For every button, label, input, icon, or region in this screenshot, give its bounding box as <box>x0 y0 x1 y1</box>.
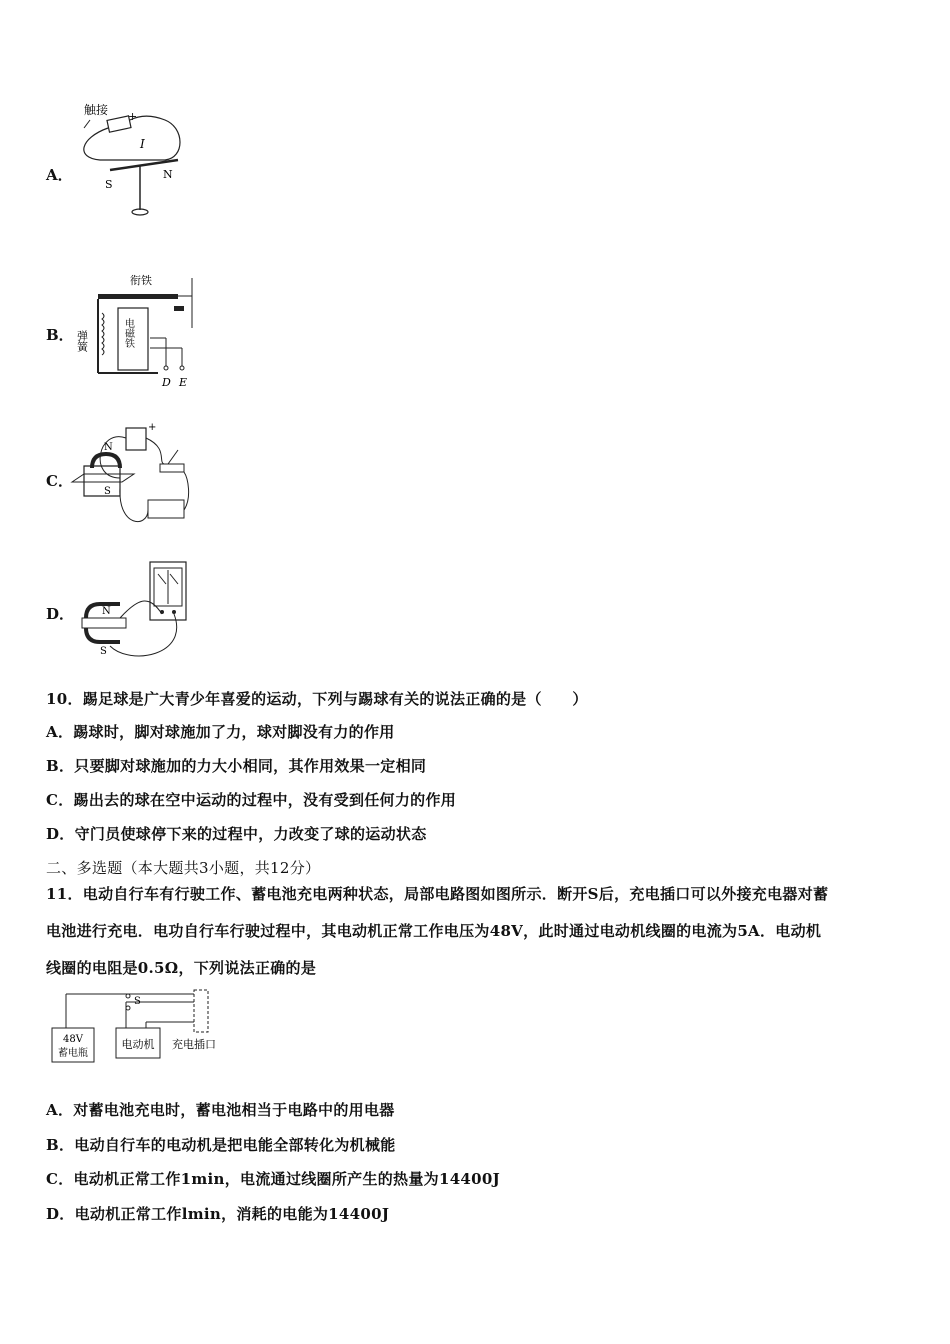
q11-stem-line-3: 线圈的电阻是0.5Ω，下列说法正确的是 <box>46 959 317 977</box>
fig-a-n-text: N <box>163 168 173 181</box>
circuit-motor-text: 电动机 <box>121 1038 155 1051</box>
fig-b-d-text: D <box>162 376 171 389</box>
fig-a-contact-text: 触接 <box>84 103 109 117</box>
q11-stem-line-1: 11．电动自行车有行驶工作、蓄电池充电两种状态，局部电路图如图所示．断开S后，充电插口可以外接充电器对蓄 <box>46 885 829 903</box>
q10-option-d: D．守门员使球停下来的过程中，力改变了球的运动状态 <box>46 825 427 843</box>
figure-a-oersted <box>70 98 200 223</box>
fig-a-s-text: S <box>105 178 113 191</box>
fig-b-electromagnet-text: 电磁铁 <box>122 318 134 348</box>
fig-d-s-text: S <box>100 646 107 657</box>
option-a-label: A． <box>46 166 73 184</box>
option-b-label: B． <box>46 326 74 344</box>
circuit-battery-name-text: 蓄电瓶 <box>58 1048 88 1059</box>
fig-d-n-text: N <box>102 606 111 617</box>
figure-b-electromagnetic-relay <box>75 268 198 393</box>
q10-stem: 10．踢足球是广大青少年喜爱的运动，下列与踢球有关的说法正确的是（ ） <box>46 690 588 708</box>
option-d-label: D． <box>46 605 75 623</box>
q11-stem-line-2: 电池进行充电．电功自行车行驶过程中，其电动机正常工作电压为48V，此时通过电动机线圈的电流为5A．电动机 <box>46 922 822 940</box>
fig-a-plus-text: + <box>128 110 138 123</box>
section-heading: 二、多选题（本大题共3小题，共12分） <box>46 859 321 877</box>
q10-option-a: A．踢球时，脚对球施加了力，球对脚没有力的作用 <box>46 723 395 741</box>
q11-circuit-diagram <box>46 988 236 1070</box>
circuit-switch-text: S <box>134 996 141 1007</box>
fig-c-plus-text: + <box>148 422 157 433</box>
figure-c-motor-experiment <box>68 418 198 533</box>
q11-option-b: B．电动自行车的电动机是把电能全部转化为机械能 <box>46 1136 396 1154</box>
q11-option-c: C．电动机正常工作1min，电流通过线圈所产生的热量为14400J <box>46 1170 501 1188</box>
fig-b-e-text: E <box>179 376 188 389</box>
figure-d-induction-experiment <box>70 556 200 666</box>
q10-option-b: B．只要脚对球施加的力大小相同，其作用效果一定相同 <box>46 757 427 775</box>
option-c-label: C． <box>46 472 73 490</box>
fig-b-spring-text: 弹簧 <box>75 330 89 352</box>
fig-c-s-text: S <box>104 486 111 497</box>
circuit-port-text: 充电插口 <box>172 1038 216 1051</box>
fig-a-current-text: I <box>140 137 145 151</box>
q10-option-c: C．踢出去的球在空中运动的过程中，没有受到任何力的作用 <box>46 791 457 809</box>
q11-option-a: A．对蓄电池充电时，蓄电池相当于电路中的用电器 <box>46 1101 395 1119</box>
fig-c-n-text: N <box>104 442 113 453</box>
fig-b-armature-text: 衔铁 <box>130 274 152 287</box>
q11-option-d: D．电动机正常工作lmin，消耗的电能为14400J <box>46 1205 390 1223</box>
circuit-battery-voltage-text: 48V <box>63 1034 83 1045</box>
